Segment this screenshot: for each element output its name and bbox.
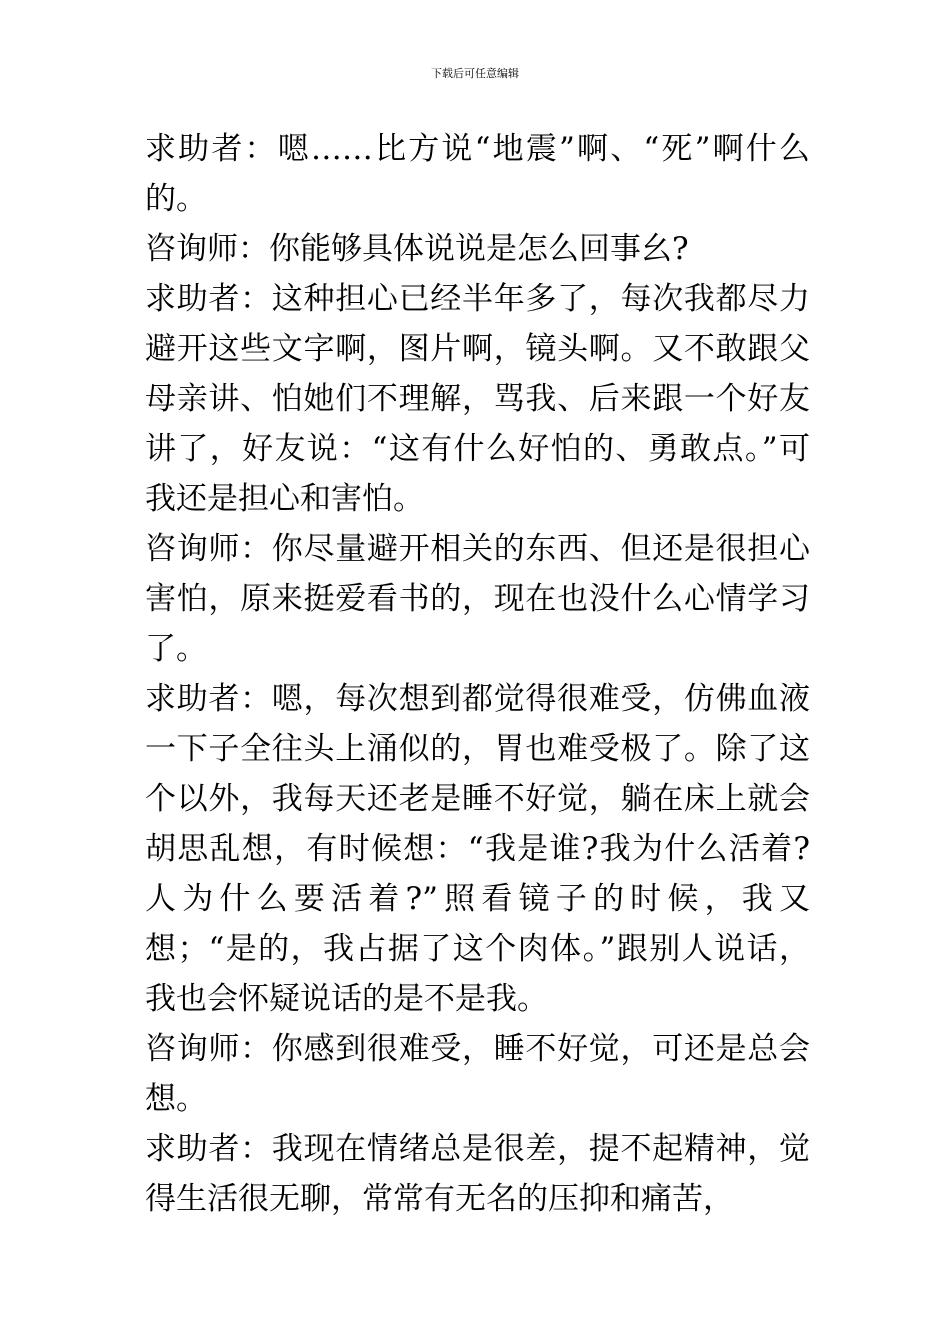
dialogue-paragraph: 求助者：这种担心已经半年多了，每次我都尽力避开这些文字啊，图片啊，镜头啊。又不敢跟父母亲讲、怕她们不理解，骂我、后来跟一个好友讲了，好友说：“这有什么好怕的、勇敢点。”可我还是担心和害怕。 [145, 281, 810, 517]
dialogue-paragraph: 咨询师：你感到很难受，睡不好觉，可还是总会想。 [145, 1031, 810, 1117]
dialogue-paragraph: 求助者：嗯，每次想到都觉得很难受，仿佛血液一下子全往头上涌似的，胃也难受极了。除了这个以外，我每天还老是睡不好觉，躺在床上就会胡思乱想，有时候想：“我是谁?我为什么活着?人为什么要活着?”照看镜子的时候，我又想；“是的，我占据了这个肉体。”跟别人说话，我也会怀疑说话的是不是我。 [145, 681, 810, 1017]
page-header: 下载后可任意编辑 [431, 67, 519, 80]
dialogue-paragraph: 咨询师：你尽量避开相关的东西、但还是很担心害怕，原来挺爱看书的，现在也没什么心情学习了。 [145, 531, 810, 667]
dialogue-paragraph: 咨询师：你能够具体说说是怎么回事幺? [145, 231, 689, 267]
dialogue-body [145, 124, 810, 1224]
dialogue-paragraph: 求助者：嗯……比方说“地震”啊、“死”啊什么的。 [145, 131, 810, 217]
dialogue-paragraph: 求助者：我现在情绪总是很差，提不起精神，觉得生活很无聊，常常有无名的压抑和痛苦， [145, 1131, 810, 1217]
